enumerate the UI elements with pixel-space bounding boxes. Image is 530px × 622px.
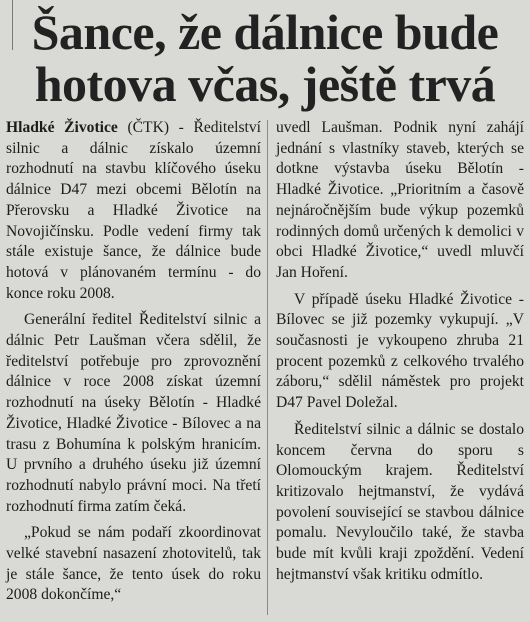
article-paragraph: V případě úseku Hladké Životice - Bílovec se již pozemky vykupují. „V současnosti je vykoupeno zhruba 21 procent pozemků z celkového trvalého záboru,“ sdělil náměstek pro projekt D47 Pavel Doležal. bbox=[276, 290, 524, 412]
headline-line-2: hotova včas, ještě trvá bbox=[34, 56, 496, 112]
dateline: Hladké Životice bbox=[6, 119, 118, 136]
article-paragraph: „Pokud se nám podaří zkoordinovat velké stavební nasazení zhotovitelů, tak je stále šance, že tento úsek do roku 2008 dokončíme,“ bbox=[6, 524, 261, 604]
article-paragraph bbox=[6, 118, 261, 304]
article-column-left bbox=[6, 118, 261, 606]
article-column-right bbox=[276, 118, 524, 585]
column-divider bbox=[267, 120, 268, 615]
article-paragraph: Ředitelství silnic a dálnic se dostalo koncem června do sporu s Olomouckým krajem. Ředitelství kritizovalo hejtmanství, že vydává povolení související se stavbou dálnice pomalu. Nevyloučilo také, že stavba bude mít kvůli kraji zpoždění. Vedení hejtmanství však kritiku odmítlo. bbox=[276, 420, 524, 583]
article-paragraph: uvedl Laušman. Podnik nyní zahájí jednání s vlastníky staveb, kterých se dotkne výstavba úseku Bělotín - Hladké Životice. „Prioritním a časově nejnáročnějším bude výkup pozemků rodinných domů určených k demolici v obci Hladké Životice,“ uvedl mluvčí Jan Hoření. bbox=[276, 119, 524, 281]
headline-line-1: Šance, že dálnice bude bbox=[31, 4, 499, 60]
article-paragraph: Generální ředitel Ředitelství silnic a dálnic Petr Laušman včera sdělil, že ředitelství potřebuje pro zprovoznění dálnice v roce 2008 získat územní rozhodnutí na úseky Bělotín - Hladké Životice, Hladké Životice - Bílovec a na trasu z Bohumína k polským hranicím. U prvního a druhého úseku již územní rozhodnutí nabylo právní moci. Na třetí rozhodnutí firma zatím čeká. bbox=[6, 311, 261, 515]
lead-text: (ČTK) - Ředitelství silnic a dálnic získalo územní rozhodnutí na stavbu klíčového úseku dálnice D47 mezi obcemi Bělotín na Přerovsku a Hladké Životice na Novojičínsku. Podle vedení firmy tak stále existuje šance, že dálnice bude hotová v plánovaném termínu - do konce roku 2008. bbox=[6, 119, 262, 302]
headline bbox=[0, 6, 530, 110]
